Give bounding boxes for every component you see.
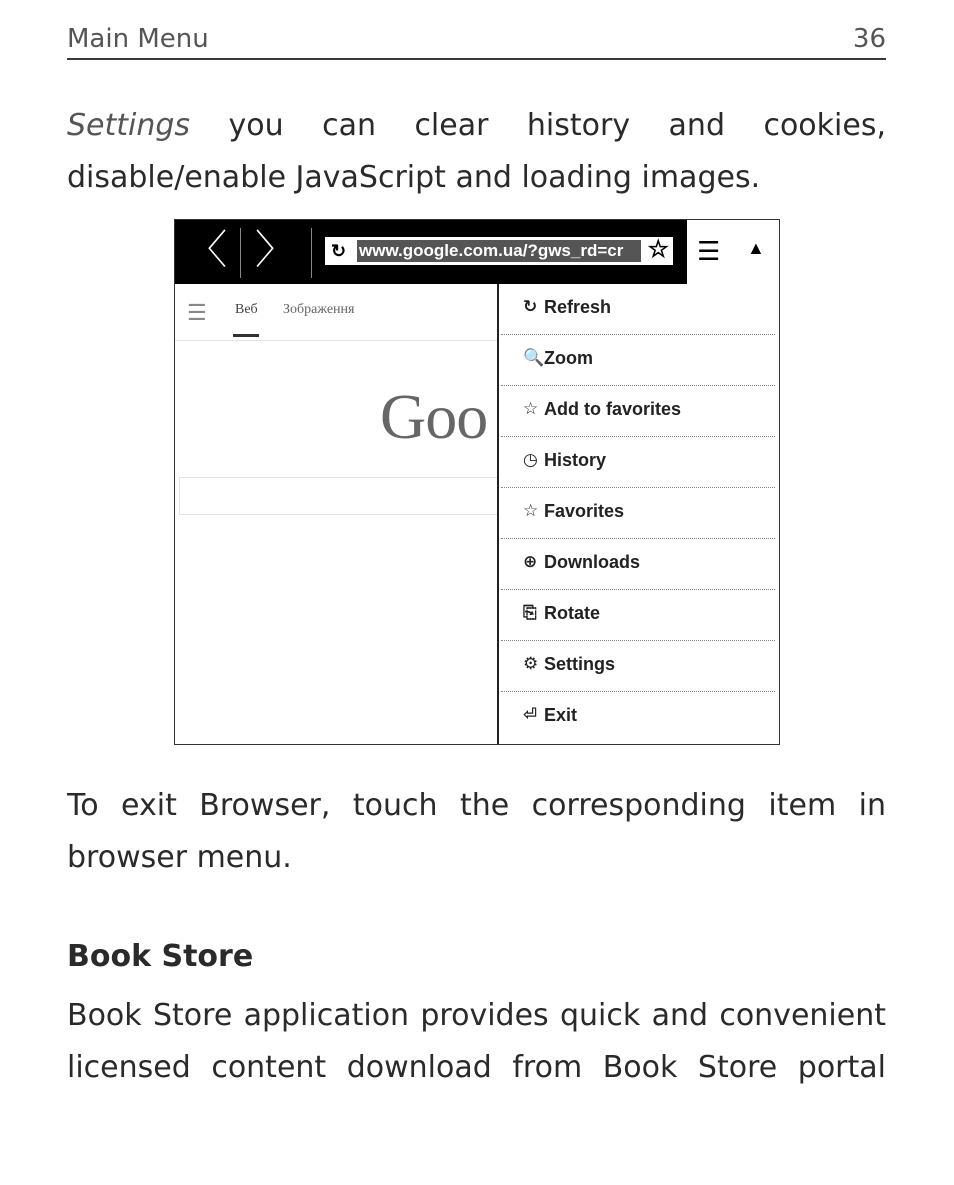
star-icon[interactable]: ☆ — [647, 237, 669, 263]
browser-toolbar — [175, 220, 687, 284]
google-logo: Goo — [380, 381, 488, 452]
menu-item-add-to-favorites[interactable] — [501, 386, 775, 437]
forward-button[interactable]: 〉 — [255, 227, 295, 273]
page-header — [67, 22, 886, 60]
menu-item-favorites[interactable] — [501, 488, 775, 539]
menu-item-label: Exit — [544, 705, 578, 725]
tab-images[interactable]: Зображення — [283, 302, 355, 317]
gear-icon: ⚙ — [523, 654, 539, 674]
star-icon: ☆ — [523, 399, 539, 419]
divider — [175, 340, 497, 341]
paragraph-line: licensed content download from Book Store portal — [67, 1050, 886, 1085]
menu-item-label: Downloads — [544, 552, 641, 572]
menu-item-label: Zoom — [544, 348, 593, 368]
google-header — [175, 284, 497, 340]
intro-italic: Settings — [67, 108, 191, 143]
menu-item-settings[interactable] — [501, 641, 775, 692]
menu-item-history[interactable] — [501, 437, 775, 488]
exit-paragraph: To exit Browser, touch the corresponding item in browser menu. — [67, 788, 886, 875]
rotate-icon: ⎘ — [523, 603, 537, 623]
menu-item-exit[interactable] — [501, 692, 775, 742]
menu-item-zoom[interactable] — [501, 335, 775, 386]
search-input[interactable] — [179, 477, 511, 515]
hamburger-icon[interactable]: ☰ — [187, 300, 207, 325]
page-number: 36 — [852, 24, 886, 54]
collapse-icon[interactable]: ▲ — [747, 238, 765, 258]
refresh-icon: ↻ — [523, 297, 538, 317]
download-icon: ⊕ — [523, 552, 538, 572]
toolbar-divider — [311, 228, 312, 278]
active-tab-underline — [233, 334, 259, 337]
zoom-icon: 🔍 — [523, 348, 545, 368]
refresh-icon[interactable]: ↻ — [331, 241, 347, 261]
section-heading: Book Store — [67, 939, 254, 974]
menu-item-label: History — [544, 450, 607, 470]
tab-web[interactable]: Веб — [235, 302, 258, 317]
menu-item-label: Add to favorites — [544, 399, 682, 419]
menu-icon[interactable]: ☰ — [697, 236, 721, 266]
url-text[interactable]: www.google.com.ua/?gws_rd=cr — [357, 240, 641, 262]
menu-item-label: Refresh — [544, 297, 612, 317]
browser-menu — [497, 284, 780, 745]
intro-paragraph — [67, 100, 886, 204]
menu-item-refresh[interactable] — [501, 284, 775, 335]
exit-icon: ⏎ — [523, 705, 538, 725]
address-bar[interactable] — [325, 237, 673, 265]
book-store-paragraph — [67, 990, 886, 1094]
browser-screenshot — [174, 219, 780, 745]
menu-item-label: Rotate — [544, 603, 601, 623]
clock-icon: ◷ — [523, 450, 538, 470]
menu-item-downloads[interactable] — [501, 539, 775, 590]
section-title: Main Menu — [67, 24, 209, 54]
back-button[interactable]: 〈 — [187, 227, 227, 273]
menu-item-label: Settings — [544, 654, 616, 674]
toolbar-divider — [240, 228, 241, 278]
menu-item-label: Favorites — [544, 501, 625, 521]
menu-item-rotate[interactable] — [501, 590, 775, 641]
intro-text: you can clear history and cookies, disable/enable JavaScript and loading images. — [67, 108, 886, 195]
star-icon: ☆ — [523, 501, 539, 521]
paragraph-line: Book Store application provides quick and convenient — [67, 998, 886, 1033]
